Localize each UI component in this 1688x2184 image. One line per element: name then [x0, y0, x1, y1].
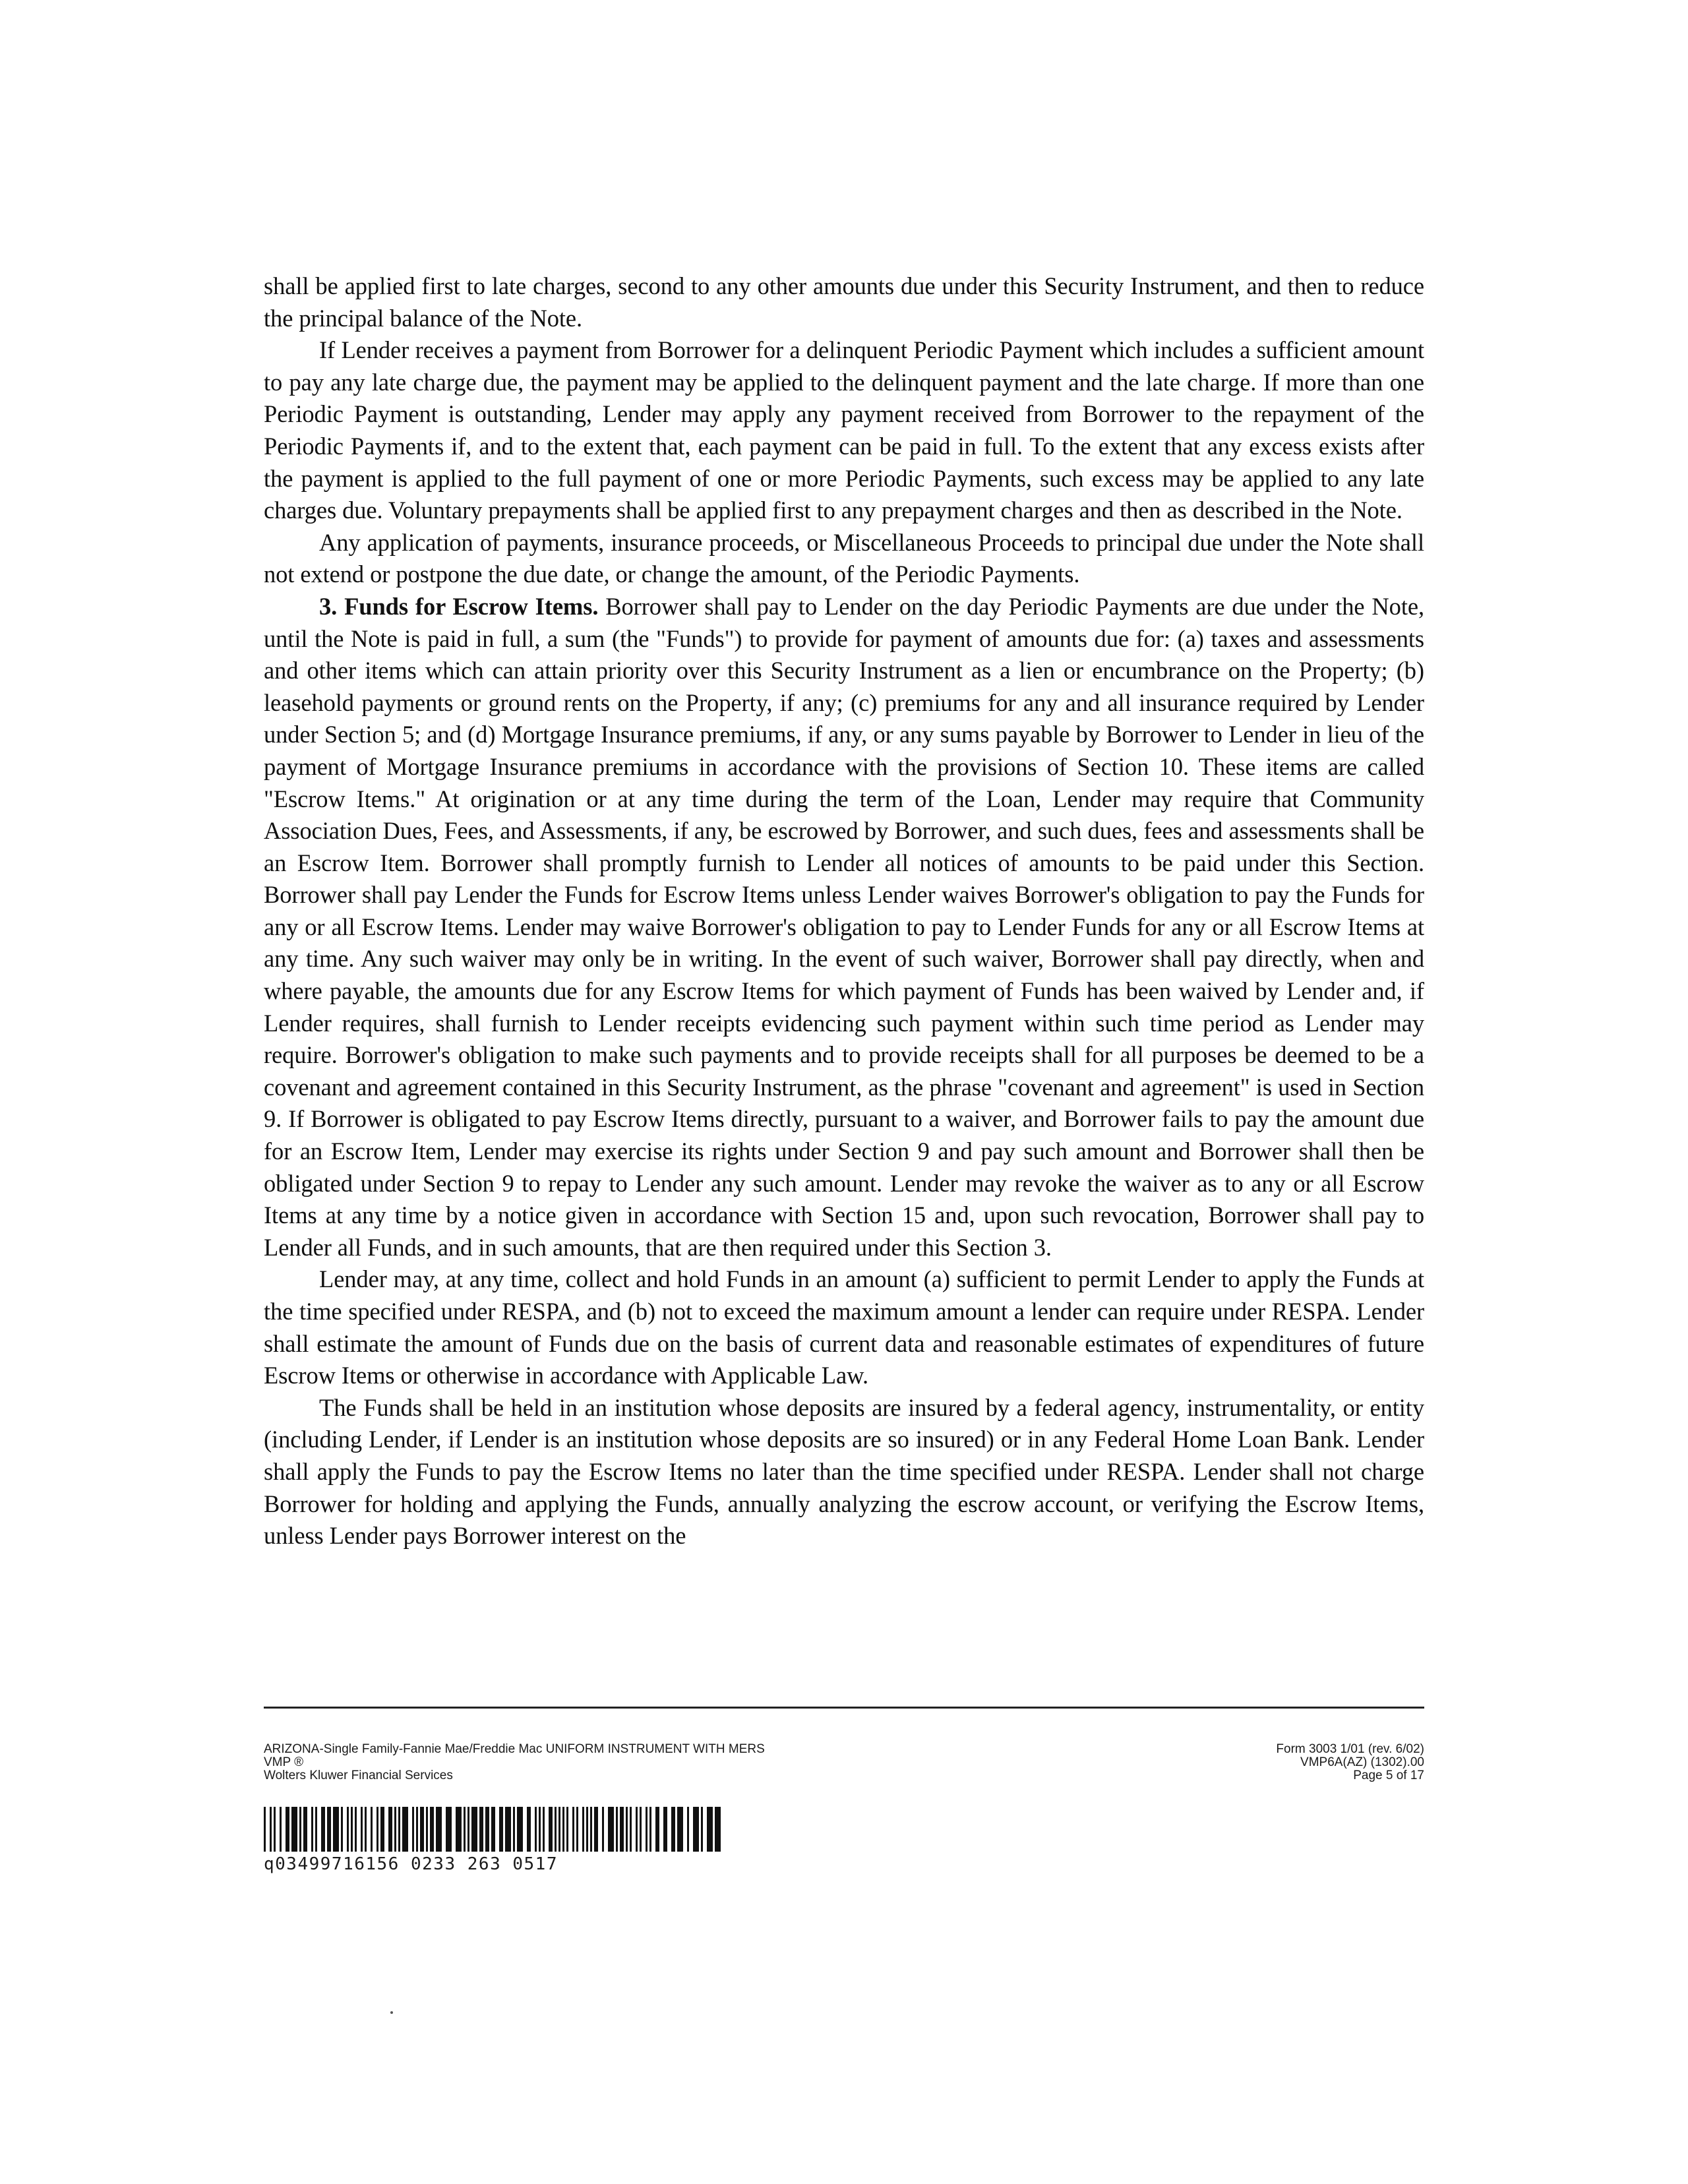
vendor-mark: VMP ®: [264, 1755, 304, 1769]
footer-divider: [264, 1707, 1424, 1709]
paragraph-text: shall be applied first to late charges, second to any other amounts due under this Security Instrument, and then to reduce the principal balance of the Note.: [264, 272, 1424, 332]
scan-speck: [390, 2011, 393, 2014]
form-code: VMP6A(AZ) (1302).00: [1300, 1755, 1424, 1769]
paragraph-5: [264, 1263, 1424, 1391]
barcode-number: q03499716156 0233 263 0517: [264, 1854, 558, 1874]
paragraph-3: [264, 527, 1424, 591]
paragraph-text: If Lender receives a payment from Borrower for a delinquent Periodic Payment which includes a sufficient amount to pay any late charge due, the payment may be applied to the delinquent payment and the late charge. If more than one Periodic Payment is outstanding, Lender may apply any payment received from Borrower to the repayment of the Periodic Payments if, and to the extent that, each payment can be paid in full. To the extent that any excess exists after the payment is applied to the full payment of one or more Periodic Payments, such excess may be applied to any late charges due. Voluntary prepayments shall be applied first to any prepayment charges and then as described in the Note.: [264, 336, 1424, 524]
document-body: [264, 270, 1424, 1552]
paragraph-text: Borrower shall pay to Lender on the day Periodic Payments are due under the Note, until the Note is paid in full, a sum (the "Funds") to provide for payment of amounts due for: (a) taxes and assessments and other items which can attain priority over this Security Instrument as a lien or encumbrance on the Property; (b) leasehold payments or ground rents on the Property, if any; (c) premiums for any and all insurance required by Lender under Section 5; and (d) Mortgage Insurance premiums, if any, or any sums payable by Borrower to Lender in lieu of the payment of Mortgage Insurance premiums in accordance with the provisions of Section 10. These items are called "Escrow Items." At origination or at any time during the term of the Loan, Lender may require that Community Association Dues, Fees, and Assessments, if any, be escrowed by Borrower, and such dues, fees and assessments shall be an Escrow Item. Borrower shall promptly furnish to Lender all notices of amounts to be paid under this Section. Borrower shall pay Lender the Funds for Escrow Items unless Lender waives Borrower's obligation to pay the Funds for any or all Escrow Items. Lender may waive Borrower's obligation to pay to Lender Funds for any or all Escrow Items at any time. Any such waiver may only be in writing. In the event of such waiver, Borrower shall pay directly, when and where payable, the amounts due for any Escrow Items for which payment of Funds has been waived by Lender and, if Lender requires, shall furnish to Lender receipts evidencing such payment within such time period as Lender may require. Borrower's obligation to make such payments and to provide receipts shall for all purposes be deemed to be a covenant and agreement contained in this Security Instrument, as the phrase "covenant and agreement" is used in Section 9. If Borrower is obligated to pay Escrow Items directly, pursuant to a waiver, and Borrower fails to pay the amount due for an Escrow Item, Lender may exercise its rights under Section 9 and pay such amount and Borrower shall then be obligated under Section 9 to repay to Lender any such amount. Lender may revoke the waiver as to any or all Escrow Items at any time by a notice given in accordance with Section 15 and, upon such revocation, Borrower shall pay to Lender all Funds, and in such amounts, that are then required under this Section 3.: [264, 592, 1424, 1261]
paragraph-text: Lender may, at any time, collect and hold Funds in an amount (a) sufficient to permit Lender to apply the Funds at the time specified under RESPA, and (b) not to exceed the maximum amount a lender can require under RESPA. Lender shall estimate the amount of Funds due on the basis of current data and reasonable estimates of expenditures of future Escrow Items or otherwise in accordance with Applicable Law.: [264, 1265, 1424, 1389]
paragraph-2: [264, 334, 1424, 527]
form-number: Form 3003 1/01 (rev. 6/02): [1276, 1742, 1424, 1756]
paragraph-4: [264, 591, 1424, 1263]
vendor-name: Wolters Kluwer Financial Services: [264, 1769, 453, 1782]
barcode-icon: [264, 1807, 725, 1852]
footer-form-info: [264, 1743, 1055, 1782]
form-title: ARIZONA-Single Family-Fannie Mae/Freddie Mac UNIFORM INSTRUMENT WITH MERS: [264, 1742, 765, 1756]
page-number: Page 5 of 17: [1353, 1769, 1424, 1782]
footer-form-number: [1095, 1743, 1424, 1782]
paragraph-1: [264, 270, 1424, 334]
paragraph-text: Any application of payments, insurance proceeds, or Miscellaneous Proceeds to principal due under the Note shall not extend or postpone the due date, or change the amount, of the Periodic Payments.: [264, 528, 1424, 588]
section-heading: 3. Funds for Escrow Items.: [319, 592, 599, 620]
paragraph-text: The Funds shall be held in an institution whose deposits are insured by a federal agency, instrumentality, or entity (including Lender, if Lender is an institution whose deposits are so insured) or in any Federal Home Loan Bank. Lender shall apply the Funds to pay the Escrow Items no later than the time specified under RESPA. Lender shall not charge Borrower for holding and applying the Funds, annually analyzing the escrow account, or verifying the Escrow Items, unless Lender pays Borrower interest on the: [264, 1393, 1424, 1550]
paragraph-6: [264, 1392, 1424, 1552]
